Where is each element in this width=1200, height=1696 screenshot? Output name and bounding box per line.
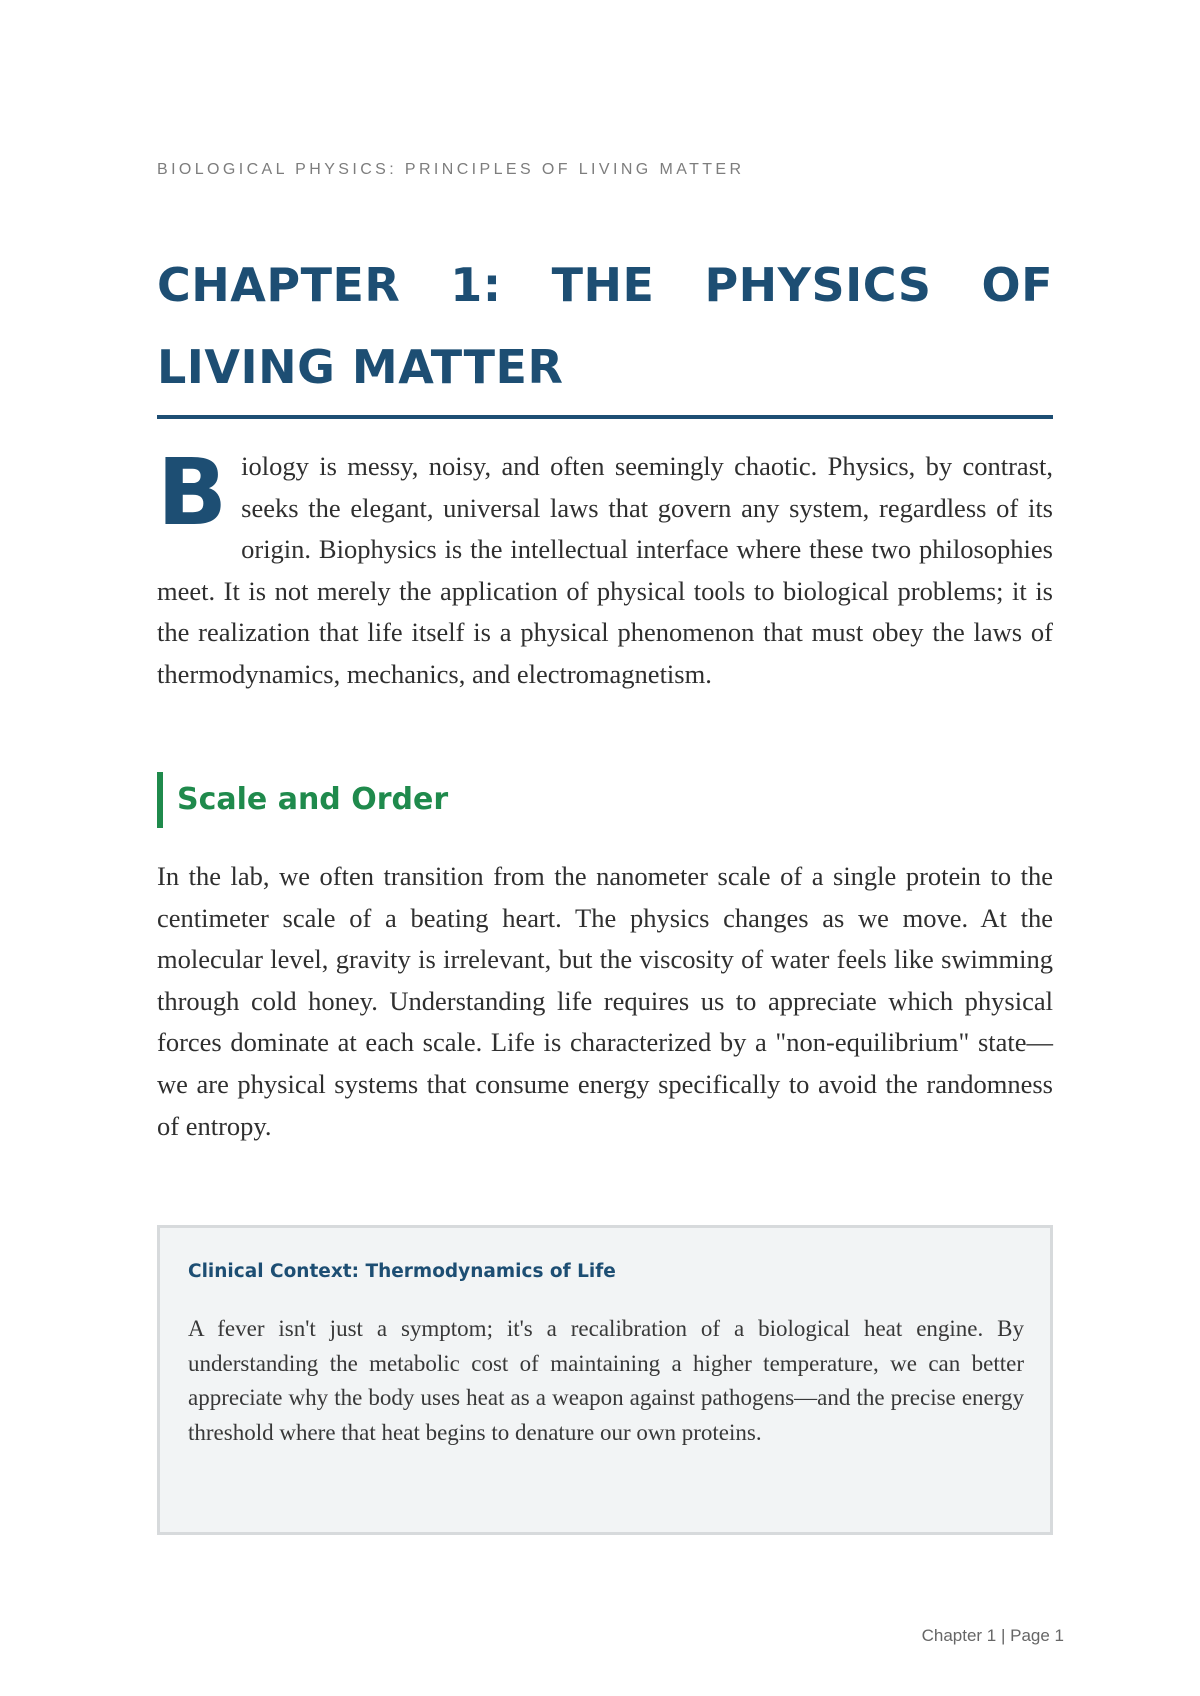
section-body: In the lab, we often transition from the nanometer scale of a single protein to the centimeter scale of a beating heart. The physics changes as we move. At the molecular level, gravity is irrelevant, but the viscosity of water feels like swimming through cold honey. Understanding life requires us to appreciate which physical forces dominate at each scale. Life is characterized by a "non-equilibrium" state—we are physical systems that consume energy specifically to avoid the randomness of entropy. bbox=[157, 861, 1053, 1141]
chapter-title: CHAPTER 1: THE PHYSICS OF LIVING MATTER bbox=[157, 258, 1053, 394]
drop-cap: B bbox=[157, 439, 228, 546]
title-divider bbox=[157, 415, 1053, 419]
intro-paragraph bbox=[157, 439, 1053, 696]
page-footer: Chapter 1 | Page 1 bbox=[921, 1626, 1064, 1645]
callout-title: Clinical Context: Thermodynamics of Life bbox=[188, 1261, 616, 1282]
callout-body: A fever isn't just a symptom; it's a recalibration of a biological heat engine. By understanding the metabolic cost of maintaining a higher temperature, we can better appreciate why the body uses heat as a weapon against pathogens—and the precise energy threshold where that heat begins to denature our own proteins. bbox=[188, 1316, 1024, 1445]
running-header: BIOLOGICAL PHYSICS: PRINCIPLES OF LIVING MATTER bbox=[157, 161, 745, 178]
clinical-context-callout bbox=[157, 1225, 1053, 1535]
intro-text: iology is messy, noisy, and often seemingly chaotic. Physics, by contrast, seeks the elegant, universal laws that govern any system, regardless of its origin. Biophysics is the intellectual interface where these two philosophies meet. It is not merely the application of physical tools to biological problems; it is the realization that life itself is a physical phenomenon that must obey the laws of thermodynamics, mechanics, and electromagnetism. bbox=[157, 451, 1053, 689]
section-heading-scale-and-order: Scale and Order bbox=[157, 772, 448, 828]
